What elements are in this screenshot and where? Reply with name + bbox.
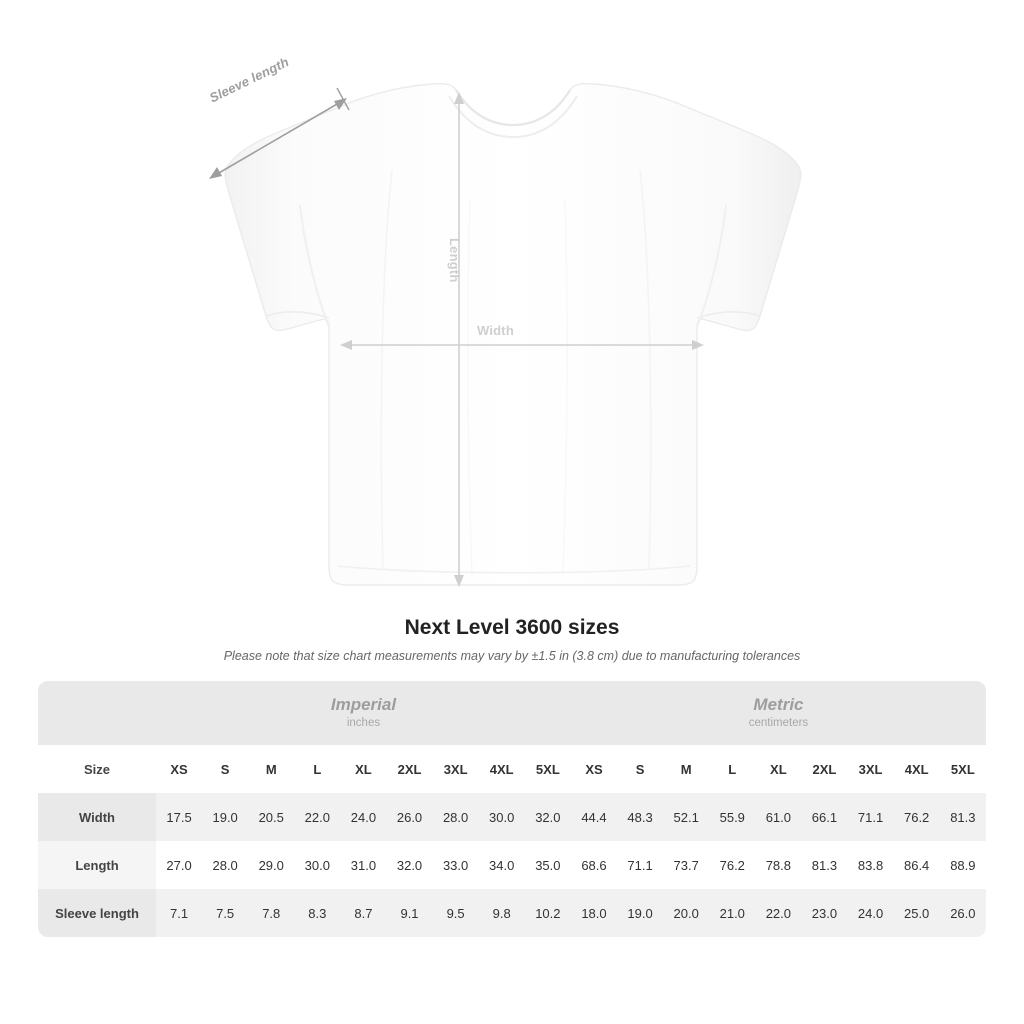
table-row xyxy=(38,889,986,937)
cell-length-metric-xs: 68.6 xyxy=(581,857,607,873)
title-block xyxy=(0,616,1024,663)
cell-sleeve-imperial-4xl: 9.8 xyxy=(479,889,525,937)
page-title: Next Level 3600 sizes xyxy=(404,616,620,639)
tolerance-note: Please note that size chart measurements may vary by ±1.5 in (3.8 cm) due to manufacturing tolerances xyxy=(223,649,801,663)
cell-sleeve-metric-2xl: 23.0 xyxy=(801,889,847,937)
unit-imperial-name: Imperial xyxy=(330,694,397,714)
sleeve-length-guide-label: Sleeve length xyxy=(207,54,292,106)
cell-sleeve-imperial-5xl: 10.2 xyxy=(525,889,571,937)
cell-width-metric-s: 48.3 xyxy=(617,793,663,841)
cell-length-metric-2xl: 81.3 xyxy=(811,857,838,873)
cell-width-imperial-3xl: 28.0 xyxy=(433,793,479,841)
cell-sleeve-metric-l: 21.0 xyxy=(709,889,755,937)
cell-sleeve-imperial-m: 7.8 xyxy=(248,889,294,937)
size-chart-table-wrapper xyxy=(38,681,986,937)
unit-metric-sub: centimeters xyxy=(748,717,809,729)
cell-width-imperial-xs: 17.5 xyxy=(156,793,202,841)
length-guide-label: Length xyxy=(447,238,462,283)
cell-width-imperial-2xl: 26.0 xyxy=(386,793,432,841)
size-header-metric-3xl: 3XL xyxy=(848,745,894,793)
cell-width-metric-xl: 61.0 xyxy=(755,793,801,841)
size-chart-table xyxy=(38,681,986,937)
size-header-metric-m: M xyxy=(663,745,709,793)
size-header-imperial-4xl: 4XL xyxy=(479,745,525,793)
cell-sleeve-imperial-xs: 7.1 xyxy=(156,889,202,937)
cell-sleeve-imperial-s: 7.5 xyxy=(202,889,248,937)
cell-length-imperial-xl: 31.0 xyxy=(350,857,377,873)
table-row xyxy=(38,793,986,841)
unit-header-imperial xyxy=(156,681,571,745)
size-header-imperial-2xl: 2XL xyxy=(386,745,432,793)
cell-width-metric-4xl: 76.2 xyxy=(894,793,940,841)
cell-width-metric-3xl: 71.1 xyxy=(848,793,894,841)
cell-sleeve-metric-s: 19.0 xyxy=(617,889,663,937)
size-header-imperial-5xl: 5XL xyxy=(525,745,571,793)
cell-width-metric-xs: 44.4 xyxy=(571,793,617,841)
size-header-row xyxy=(38,745,986,793)
cell-length-imperial-s: 28.0 xyxy=(212,857,238,873)
cell-sleeve-metric-5xl: 26.0 xyxy=(940,889,986,937)
unit-header-spacer xyxy=(38,681,156,745)
cell-length-metric-xl: 78.8 xyxy=(765,857,792,873)
cell-sleeve-imperial-l: 8.3 xyxy=(294,889,340,937)
size-header-metric-xs: XS xyxy=(571,745,617,793)
size-header-metric-l: L xyxy=(709,745,755,793)
cell-length-metric-l: 76.2 xyxy=(719,857,745,873)
cell-length-imperial-5xl: 35.0 xyxy=(535,857,561,873)
cell-width-metric-5xl: 81.3 xyxy=(940,793,986,841)
unit-metric-name: Metric xyxy=(753,694,804,714)
cell-width-imperial-xl: 24.0 xyxy=(340,793,386,841)
cell-length-imperial-2xl: 32.0 xyxy=(396,857,423,873)
unit-header-metric xyxy=(571,681,986,745)
cell-width-metric-m: 52.1 xyxy=(663,793,709,841)
cell-length-imperial-3xl: 33.0 xyxy=(442,857,469,873)
cell-length-metric-4xl: 86.4 xyxy=(903,857,930,873)
cell-sleeve-imperial-2xl: 9.1 xyxy=(386,889,432,937)
size-header-metric-2xl: 2XL xyxy=(801,745,847,793)
size-header-metric-4xl: 4XL xyxy=(894,745,940,793)
size-header-imperial-3xl: 3XL xyxy=(433,745,479,793)
size-header-imperial-xl: XL xyxy=(340,745,386,793)
cell-width-metric-2xl: 66.1 xyxy=(801,793,847,841)
table-row xyxy=(38,841,986,889)
size-header-metric-xl: XL xyxy=(755,745,801,793)
cell-width-metric-l: 55.9 xyxy=(709,793,755,841)
size-header-label: Size xyxy=(38,745,156,793)
cell-width-imperial-l: 22.0 xyxy=(294,793,340,841)
size-header-imperial-m: M xyxy=(248,745,294,793)
row-label-length: Length xyxy=(38,841,156,889)
cell-width-imperial-s: 19.0 xyxy=(202,793,248,841)
width-guide-label: Width xyxy=(477,323,514,338)
cell-sleeve-metric-3xl: 24.0 xyxy=(848,889,894,937)
cell-length-metric-m: 73.7 xyxy=(673,857,699,873)
cell-length-imperial-4xl: 34.0 xyxy=(489,857,515,873)
cell-length-imperial-xs: 27.0 xyxy=(166,857,192,873)
cell-length-metric-3xl: 83.8 xyxy=(857,857,884,873)
unit-imperial-sub: inches xyxy=(346,717,381,729)
cell-length-imperial-m: 29.0 xyxy=(258,857,284,873)
size-header-imperial-xs: XS xyxy=(156,745,202,793)
cell-sleeve-imperial-xl: 8.7 xyxy=(340,889,386,937)
row-label-width: Width xyxy=(38,793,156,841)
row-label-sleeve-length: Sleeve length xyxy=(38,889,156,937)
cell-length-metric-s: 71.1 xyxy=(627,857,653,873)
cell-sleeve-metric-4xl: 25.0 xyxy=(894,889,940,937)
size-header-metric-5xl: 5XL xyxy=(940,745,986,793)
cell-sleeve-imperial-3xl: 9.5 xyxy=(433,889,479,937)
cell-width-imperial-4xl: 30.0 xyxy=(479,793,525,841)
cell-sleeve-metric-m: 20.0 xyxy=(663,889,709,937)
cell-length-imperial-l: 30.0 xyxy=(304,857,330,873)
size-header-imperial-l: L xyxy=(294,745,340,793)
size-header-imperial-s: S xyxy=(202,745,248,793)
cell-sleeve-metric-xl: 22.0 xyxy=(755,889,801,937)
size-header-metric-s: S xyxy=(617,745,663,793)
unit-header-row xyxy=(38,681,986,745)
cell-length-metric-5xl: 88.9 xyxy=(950,857,976,873)
cell-width-imperial-5xl: 32.0 xyxy=(525,793,571,841)
cell-sleeve-metric-xs: 18.0 xyxy=(571,889,617,937)
cell-width-imperial-m: 20.5 xyxy=(248,793,294,841)
